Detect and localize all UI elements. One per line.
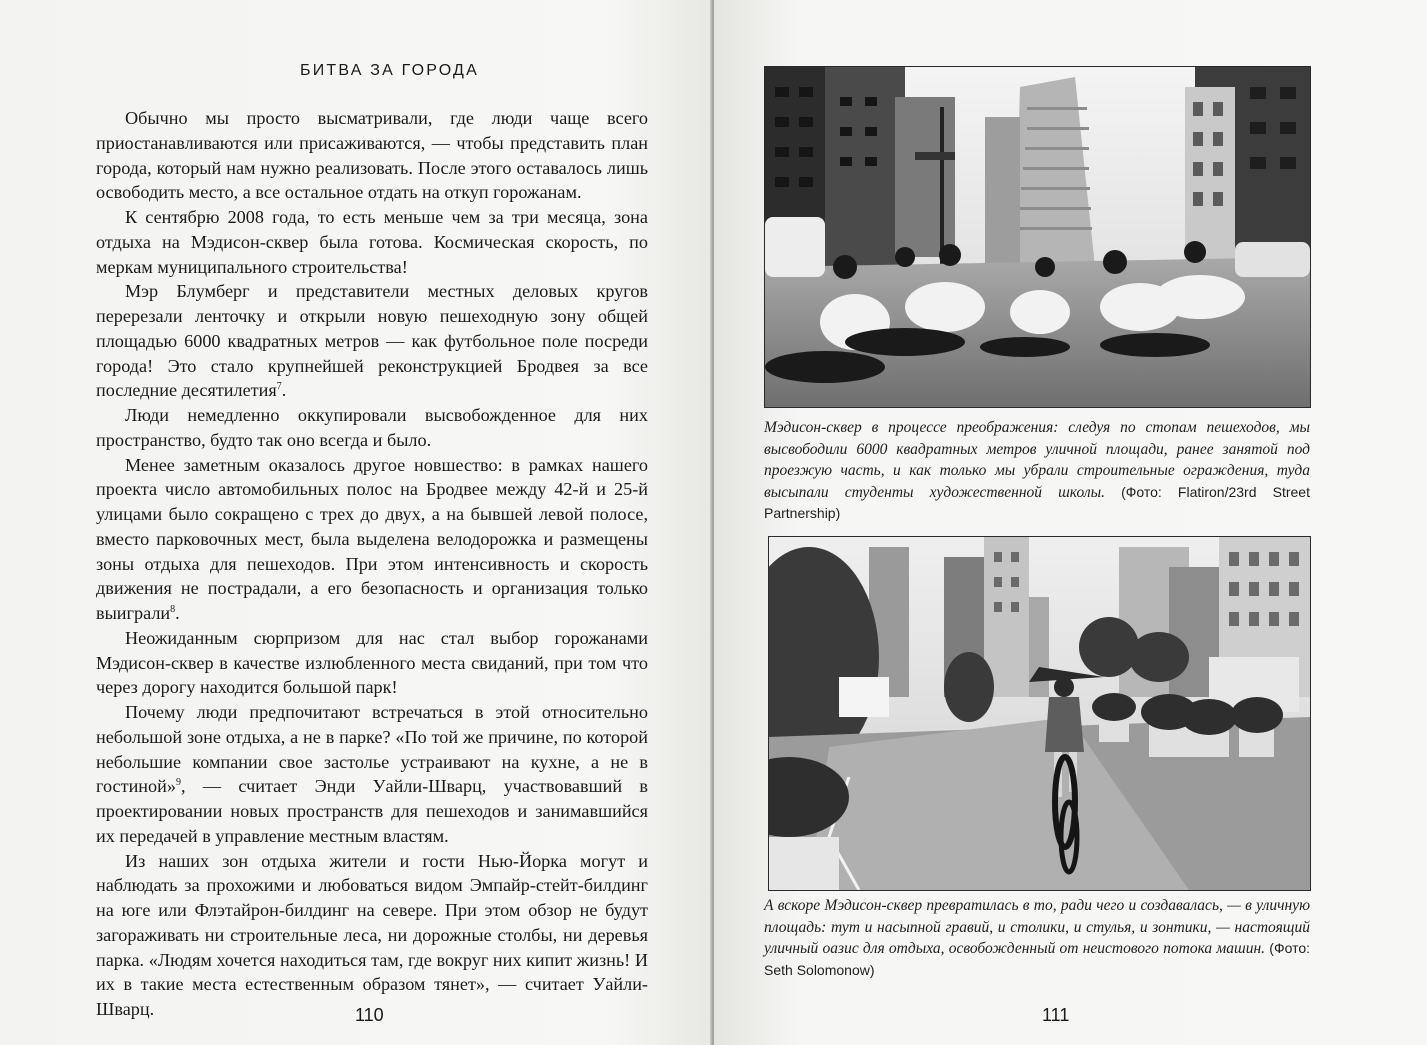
page-number: 111: [1042, 1005, 1070, 1025]
paragraph: Обычно мы просто высматривали, где люди чаще всего приостанавливаются или присаживаются, — чтобы представить план города, который нам нужно реализовать. После этого оставалось лишь освободить место, а все остальное отдать на откуп горожанам.: [96, 108, 648, 203]
paragraph: Неожиданным сюрпризом для нас стал выбор горожанами Мэдисон-сквер в качестве излюбленного места свиданий, при том что через дорогу находится большой парк!: [96, 627, 648, 698]
photo-credit: (Фото: Seth Solomonow): [764, 940, 1310, 978]
photo-caption: А вскоре Мэдисон-сквер превратилась в то, ради чего и создавалась, — в уличную площадь: тут и насыпной гравий, и столики, и стулья, и зонтики, — настоящий уличный оазис для отдыха, освобожденный от неистового потока машин. (Фото: Seth Solomonow): [764, 897, 1310, 978]
body-text: [96, 106, 648, 1022]
photo-plaza-cyclist: [768, 536, 1311, 891]
photo-plaza-cyclist-image: [769, 537, 1310, 890]
paragraph: Мэр Блумберг и представители местных деловых кругов перерезали ленточку и открыли новую пешеходную зону общей площадью 6000 квадратных метров — как футбольное поле посреди города! Это стало крупнейшей реконструкцией Бродвея за все последние десятилетия$^7$.: [96, 281, 648, 401]
photo-plaza-students: [764, 66, 1311, 408]
running-head: БИТВА ЗА ГОРОДА: [300, 62, 479, 79]
footnote-ref[interactable]: 9: [175, 777, 181, 789]
paragraph: Люди немедленно оккупировали высвобожденное для них пространство, будто так оно всегда и было.: [96, 405, 648, 450]
paragraph: Из наших зон отдыха жители и гости Нью-Йорка могут и наблюдать за прохожими и любоваться видом Эмпайр-стейт-билдинг на юге или Флэтайрон-билдинг на севере. При этом обзор не будут загораживать ни строительные леса, ни дорожные столбы, ни деревья парка. «Людям хочется находиться там, где вокруг них кипит жизнь! И их в такие места естественным образом тянет», — считает Уайли-Шварц.: [96, 850, 648, 1019]
photo-caption: Мэдисон-сквер в процессе преображения: следуя по стопам пешеходов, мы высвободили 6000 квадратных метров уличной площади, ранее занятой под проезжую часть, и как только мы убрали строительные ограждения, туда высыпали студенты художественной школы. (Фото: Flatiron/23rd Street Partnership): [764, 419, 1310, 521]
left-page: [0, 0, 712, 1045]
footnote-ref[interactable]: 8: [170, 603, 176, 615]
footnote-ref[interactable]: 7: [276, 381, 282, 393]
paragraph: К сентябрю 2008 года, то есть меньше чем за три месяца, зона отдыха на Мэдисон-сквер была готова. Космическая скорость, по меркам муниципального строительства!: [96, 207, 648, 277]
page-number: 110: [355, 1005, 384, 1025]
paragraph: Менее заметным оказалось другое новшество: в рамках нашего проекта число автомобильных полос на Бродвее между 42-й и 25-й улицами было сокращено с трех до двух, а на бывшей левой полосе, вместо парковочных мест, была выделена велодорожка и размещены зоны отдыха для пешеходов. При этом интенсивность и скорость движения не пострадали, а его безопасность и организация только выиграли$^8$.: [96, 454, 648, 623]
paragraph: Почему люди предпочитают встречаться в этой относительно небольшой зоне отдыха, а не в парке? «По той же причине, по которой небольшие компании свое застолье устраивают на кухне, а не в гостиной»$^9$, — считает Энди Уайли-Шварц, участвовавший в проектировании новых пространств для пешеходов и занимавшийся их передачей в управление местным властям.: [96, 702, 648, 846]
photo-credit: (Фото: Flatiron/23rd Street Partnership): [764, 483, 1310, 521]
photo-plaza-students-image: [765, 67, 1310, 407]
